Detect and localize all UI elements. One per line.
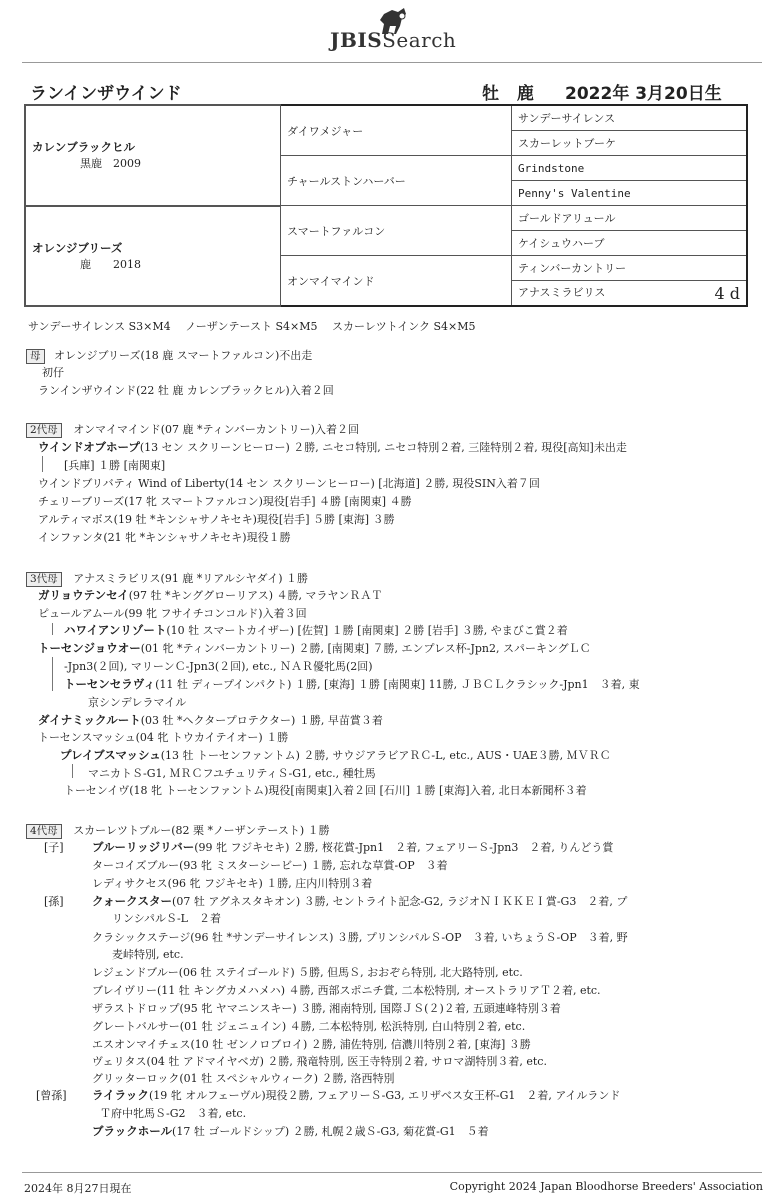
dam-head bbox=[26, 347, 312, 364]
record-text: ヴェリタス(04 牡 アドマイヤベガ) ２勝, 飛竜特別, 医王寺特別２着, サロマ湖特別３着, etc. bbox=[92, 1055, 547, 1068]
g3-cell: ゴールドアリュール bbox=[512, 206, 748, 231]
record-text: (10 牡 スマートカイザー) [佐賀] １勝 [南関東] ２勝 [岩手] ３勝, やまびこ賞２着 bbox=[166, 624, 568, 637]
record-text: (13 セン スクリーンヒーロー) ２勝, ニセコ特別, ニセコ特別２着, 三陸特別２着, 現役[高知]未出走 bbox=[139, 441, 627, 454]
family-number: 4 d bbox=[714, 283, 740, 303]
sire-detail: 黒鹿 2009 bbox=[80, 157, 141, 171]
g3-head-text: アナスミラビリス(91 鹿 *リアルシヤダイ) １勝 bbox=[73, 572, 309, 585]
g3-cell: Penny's Valentine bbox=[512, 181, 748, 206]
record-text: ターコイズブルー(93 牝 ミスターシービー) １勝, 忘れな草賞-OP ３着 bbox=[92, 859, 448, 872]
record-line bbox=[92, 1053, 547, 1069]
g3-cell: スカーレットブーケ bbox=[512, 131, 748, 156]
g4-head bbox=[26, 822, 330, 839]
record-line bbox=[92, 1087, 620, 1103]
record-text: ザラストドロップ(95 牝 ヤマニンスキー) ３勝, 湘南特別, 国際ＪＳ(２)２着, 五頭連峰特別３着 bbox=[92, 1002, 561, 1015]
horse-bold-name: ライラック bbox=[92, 1088, 149, 1102]
record-text: (01 牝 *ティンバーカントリー) ２勝, [南関東] ７勝, エンプレス杯-Jpn2, スパーキングＬＣ bbox=[140, 642, 591, 655]
tree-bar bbox=[52, 657, 53, 691]
logo-search: Search bbox=[382, 28, 457, 52]
record-line bbox=[38, 529, 291, 545]
record-text: (19 牝 オルフェーヴル)現役２勝, フェアリーＳ-G3, エリザベス女王杯-G1 ２着, アイルランド bbox=[148, 1089, 621, 1102]
dam-sub: 初仔 bbox=[42, 366, 64, 379]
dam-sire-cell: スマートファルコン bbox=[281, 206, 512, 256]
header-divider bbox=[22, 62, 762, 63]
record-line bbox=[92, 929, 628, 945]
record-line bbox=[92, 1018, 525, 1034]
dam-head-text: オレンジブリーズ(18 鹿 スマートファルコン)不出走 bbox=[54, 349, 313, 362]
record-line bbox=[60, 747, 611, 763]
record-line bbox=[38, 493, 412, 509]
record-text: (13 牡 トーセンファントム) ２勝, サウジアラビアＲＣ-L, etc., AUS・UAE３勝, ＭＶＲＣ bbox=[160, 749, 611, 762]
dam-name: オレンジブリーズ bbox=[32, 240, 123, 255]
record-line bbox=[38, 439, 627, 455]
horse-birthdate: 2022年 3月20日生 bbox=[565, 84, 722, 104]
section-tag: 3代母 bbox=[26, 572, 62, 587]
record-text: (07 牡 アグネスタキオン) ３勝, セントライト記念-G2, ラジオＮＩＫＫＥＩ賞-G3 ２着, プ bbox=[172, 895, 628, 908]
record-text: 麦峠特別, etc. bbox=[112, 948, 184, 961]
section-tag: 母 bbox=[26, 349, 45, 364]
tree-bar bbox=[72, 764, 73, 778]
logo-jbis: JBIS bbox=[330, 28, 383, 52]
record-line bbox=[64, 658, 373, 674]
record-line bbox=[64, 457, 165, 473]
record-line bbox=[38, 640, 591, 656]
g3-head bbox=[26, 570, 308, 587]
record-line bbox=[38, 587, 382, 603]
record-line bbox=[38, 511, 395, 527]
record-text: (11 牡 ディープインパクト) １勝, [東海] １勝 [南関東] 11勝, ＪＢＣＬクラシック-Jpn1 ３着, 東 bbox=[155, 678, 640, 691]
record-line bbox=[92, 839, 613, 855]
record-text: レジェンドブルー(06 牡 ステイゴールド) ５勝, 但馬Ｓ, おおぞら特別, 北大路特別, etc. bbox=[92, 966, 523, 979]
label-children: [子] bbox=[44, 841, 64, 854]
horse-name: ランインザウインド bbox=[30, 84, 182, 104]
dam-dam-cell: オンマイマインド bbox=[281, 256, 512, 307]
g3-name: アナスミラビリス bbox=[518, 285, 606, 299]
inbreeding-line: サンデーサイレンス S3×M4 ノーザンテースト S4×M5 スカーレツトインク S4×M5 bbox=[28, 320, 476, 333]
dam-offspring: ランインザウインド(22 牡 鹿 カレンブラックヒル)入着２回 bbox=[38, 384, 334, 397]
horse-bold-name: ウインドオブホープ bbox=[38, 440, 140, 454]
tree-bar bbox=[42, 456, 43, 472]
horse-bold-name: トーセンジョウオー bbox=[38, 641, 141, 655]
record-text: -Jpn3(２回), マリーンＣ-Jpn3(２回), etc., ＮＡＲ優牝馬(2回) bbox=[64, 660, 373, 673]
record-text: (99 牝 フジキセキ) ２勝, 桜花賞-Jpn1 ２着, フェアリーＳ-Jpn3 ２着, りんどう賞 bbox=[194, 841, 614, 854]
record-line bbox=[88, 694, 186, 710]
section-tag: 4代母 bbox=[26, 824, 62, 839]
copyright: Copyright 2024 Japan Bloodhorse Breeders' Association bbox=[449, 1180, 763, 1193]
record-text: 京シンデレラマイル bbox=[88, 696, 187, 709]
g3-cell: ティンバーカントリー bbox=[512, 256, 748, 281]
section-tag: 2代母 bbox=[26, 423, 62, 438]
horse-bold-name: トーセンセラヴィ bbox=[64, 677, 156, 691]
record-line bbox=[38, 605, 307, 621]
horse-bold-name: ブルーリッジリバー bbox=[92, 840, 195, 854]
record-text: (97 牡 *キンググローリアス) ４勝, マラヤンＲＡＴ bbox=[128, 589, 383, 602]
record-line bbox=[38, 475, 540, 491]
horse-bold-name: ブラックホール bbox=[92, 1124, 173, 1138]
record-line bbox=[92, 1070, 395, 1086]
jbis-search-logo[interactable] bbox=[330, 6, 470, 54]
g2-head bbox=[26, 421, 359, 438]
record-line bbox=[92, 964, 523, 980]
g3-cell-last bbox=[512, 281, 748, 307]
record-line bbox=[92, 1000, 561, 1016]
record-line bbox=[88, 765, 376, 781]
record-text: チェリーブリーズ(17 牝 スマートファルコン)現役[岩手] ４勝 [南関東] ４勝 bbox=[38, 495, 412, 508]
sire-cell bbox=[25, 105, 281, 206]
g3-cell: ケイシュウハーブ bbox=[512, 231, 748, 256]
label-great-grandchildren: [曾孫] bbox=[36, 1089, 67, 1102]
record-text: (17 牡 ゴールドシップ) ２勝, 札幌２歳Ｓ-G3, 菊花賞-G1 ５着 bbox=[172, 1125, 489, 1138]
g3-cell: Grindstone bbox=[512, 156, 748, 181]
tree-bar bbox=[52, 623, 53, 635]
dam-cell bbox=[25, 206, 281, 307]
record-text: トーセンイヴ(18 牝 トーセンファントム)現役[南関東]入着２回 [石川] １勝 [東海]入着, 北日本新聞杯３着 bbox=[64, 784, 587, 797]
record-line bbox=[38, 712, 383, 728]
record-line bbox=[64, 782, 587, 798]
record-line bbox=[112, 910, 221, 926]
sire-name: カレンブラックヒル bbox=[32, 140, 135, 155]
record-text: レディサクセス(96 牝 フジキセキ) １勝, 庄内川特別３着 bbox=[92, 877, 373, 890]
g3-cell: サンデーサイレンス bbox=[512, 105, 748, 131]
record-text: [兵庫] １勝 [南関東] bbox=[64, 459, 166, 472]
record-text: ピュールアムール(99 牝 フサイチコンコルド)入着３回 bbox=[38, 607, 307, 620]
record-text: リンシパルＳ-L ２着 bbox=[112, 912, 221, 925]
record-line bbox=[92, 857, 448, 873]
record-line bbox=[92, 1123, 489, 1139]
record-text: クラシックステージ(96 牡 *サンデーサイレンス) ３勝, プリンシパルＳ-OP ３着, いちょうＳ-OP ３着, 野 bbox=[92, 931, 628, 944]
record-text: エスオンマイチェス(10 牡 ゼンノロブロイ) ２勝, 浦佐特別, 信濃川特別２着, [東海] ３勝 bbox=[92, 1038, 531, 1051]
horse-bold-name: プレイブスマッシュ bbox=[60, 748, 161, 762]
sire-sire-cell: ダイワメジャー bbox=[281, 105, 512, 156]
record-text: ウインドブリバティ Wind of Liberty(14 セン スクリーンヒーロー) [北海道] ２勝, 現役SIN入着７回 bbox=[38, 477, 540, 490]
record-line bbox=[92, 893, 627, 909]
footer-divider bbox=[22, 1172, 762, 1173]
record-text: Ｔ府中牝馬Ｓ-G2 ３着, etc. bbox=[100, 1107, 247, 1120]
horse-bold-name: ガリョウテンセイ bbox=[38, 588, 129, 602]
pedigree-table bbox=[24, 104, 748, 307]
g4-head-text: スカーレツトブルー(82 栗 *ノーザンテースト) １勝 bbox=[73, 824, 330, 837]
record-text: マニカトＳ-G1, ＭＲＣフユチュリティＳ-G1, etc., 種牡馬 bbox=[88, 767, 376, 780]
label-grandchildren: [孫] bbox=[44, 895, 64, 908]
record-text: インファンタ(21 牝 *キンシャサノキセキ)現役１勝 bbox=[38, 531, 291, 544]
horse-bold-name: クォークスター bbox=[92, 894, 173, 908]
horse-sex-color: 牡 鹿 bbox=[482, 84, 540, 104]
record-line bbox=[100, 1105, 246, 1121]
horse-bold-name: ハワイアンリゾート bbox=[64, 623, 167, 637]
record-line bbox=[92, 1036, 531, 1052]
record-text: トーセンスマッシュ(04 牝 トウカイテイオー) １勝 bbox=[38, 731, 289, 744]
record-line bbox=[38, 729, 288, 745]
sire-dam-cell: チャールストンハーバー bbox=[281, 156, 512, 206]
record-line bbox=[92, 982, 601, 998]
record-text: グレートバルサー(01 牡 ジェニュイン) ４勝, 二本松特別, 松浜特別, 白山特別２着, etc. bbox=[92, 1020, 526, 1033]
dam-detail: 鹿 2018 bbox=[80, 257, 141, 271]
record-line bbox=[64, 622, 568, 638]
record-text: ブレイヴリー(11 牡 キングカメハメハ) ４勝, 西部スポニチ賞, 二本松特別, オーストラリアＴ２着, etc. bbox=[92, 984, 601, 997]
record-text: グリッターロック(01 牡 スペシャルウィーク) ２勝, 洛西特別 bbox=[92, 1072, 395, 1085]
record-line bbox=[92, 875, 372, 891]
as-of-date: 2024年 8月27日現在 bbox=[24, 1182, 132, 1195]
record-text: アルティマボス(19 牡 *キンシャサノキセキ)現役[岩手] ５勝 [東海] ３勝 bbox=[38, 513, 395, 526]
record-line bbox=[112, 946, 184, 962]
horse-bold-name: ダイナミックルート bbox=[38, 713, 141, 727]
record-line bbox=[64, 676, 640, 692]
record-text: (03 牡 *ヘクタープロテクター) １勝, 早苗賞３着 bbox=[140, 714, 383, 727]
g2-head-text: オンマイマインド(07 鹿 *ティンバーカントリー)入着２回 bbox=[73, 423, 359, 436]
